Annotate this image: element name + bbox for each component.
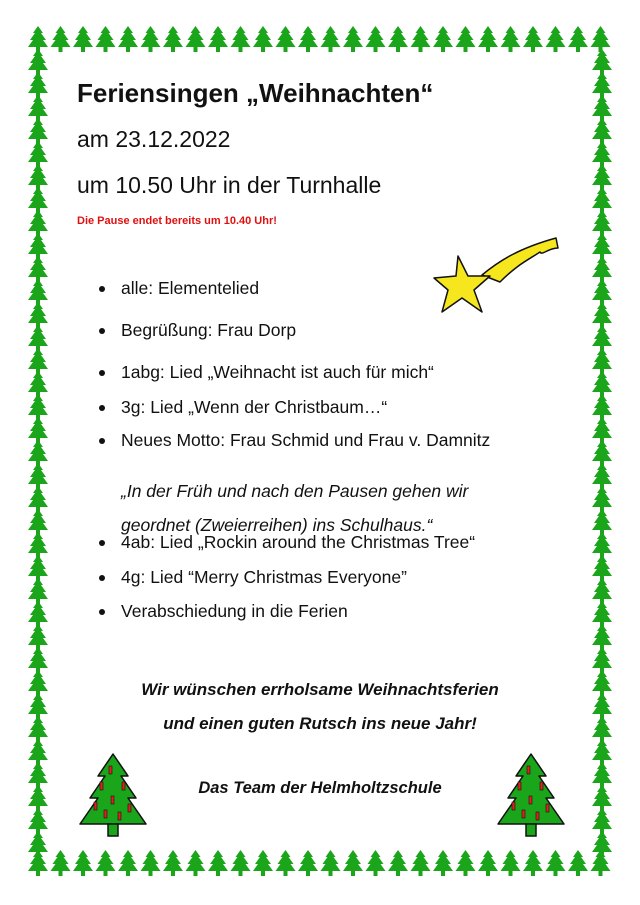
bullet-icon — [99, 438, 105, 444]
fir-tree-icon — [592, 371, 612, 397]
fir-tree-icon — [96, 850, 116, 876]
fir-tree-icon — [478, 850, 498, 876]
fir-tree-icon — [28, 164, 48, 190]
fir-tree-icon — [231, 850, 251, 876]
fir-tree-icon — [276, 850, 296, 876]
fir-tree-icon — [433, 850, 453, 876]
bullet-icon — [99, 328, 105, 334]
fir-tree-icon — [592, 233, 612, 259]
fir-tree-icon — [186, 26, 206, 52]
fir-tree-icon — [28, 348, 48, 374]
fir-tree-icon — [28, 141, 48, 167]
fir-tree-icon — [73, 850, 93, 876]
fir-tree-icon — [592, 808, 612, 834]
fir-tree-icon — [208, 850, 228, 876]
fir-tree-icon — [592, 578, 612, 604]
fir-tree-icon — [592, 532, 612, 558]
fir-tree-icon — [28, 26, 48, 52]
fir-tree-icon — [456, 850, 476, 876]
fir-tree-icon — [298, 26, 318, 52]
fir-tree-icon — [28, 440, 48, 466]
fir-tree-icon — [568, 26, 588, 52]
bullet-icon — [99, 370, 105, 376]
fir-tree-icon — [51, 850, 71, 876]
fir-tree-icon — [28, 739, 48, 765]
fir-tree-icon — [118, 26, 138, 52]
fir-tree-icon — [28, 555, 48, 581]
fir-tree-icon — [298, 850, 318, 876]
fir-tree-icon — [28, 509, 48, 535]
motto-quote-line: „In der Früh und nach den Pausen gehen wir — [121, 480, 469, 501]
christmas-tree-icon — [496, 752, 566, 838]
fir-tree-icon — [592, 256, 612, 282]
fir-tree-icon — [592, 440, 612, 466]
fir-tree-icon — [592, 325, 612, 351]
fir-tree-icon — [366, 26, 386, 52]
fir-tree-icon — [28, 279, 48, 305]
fir-tree-icon — [592, 417, 612, 443]
fir-tree-icon — [163, 26, 183, 52]
fir-tree-icon — [546, 26, 566, 52]
holiday-wish-line: und einen guten Rutsch ins neue Jahr! — [163, 714, 477, 733]
fir-tree-icon — [321, 26, 341, 52]
fir-tree-icon — [456, 26, 476, 52]
fir-tree-icon — [28, 210, 48, 236]
fir-tree-icon — [592, 302, 612, 328]
fir-tree-icon — [28, 601, 48, 627]
fir-tree-icon — [523, 26, 543, 52]
fir-tree-icon — [51, 26, 71, 52]
bullet-icon — [99, 405, 105, 411]
bullet-icon — [99, 609, 105, 615]
fir-tree-icon — [592, 210, 612, 236]
fir-tree-icon — [433, 26, 453, 52]
fir-tree-icon — [28, 647, 48, 673]
fir-tree-icon — [28, 417, 48, 443]
fir-tree-icon — [28, 187, 48, 213]
fir-tree-icon — [343, 850, 363, 876]
fir-tree-icon — [592, 555, 612, 581]
fir-tree-icon — [96, 26, 116, 52]
fir-tree-icon — [163, 850, 183, 876]
christmas-tree-icon — [78, 752, 148, 838]
shooting-star-icon — [430, 230, 562, 330]
event-time-location: um 10.50 Uhr in der Turnhalle — [77, 172, 382, 198]
fir-tree-icon — [501, 850, 521, 876]
fir-tree-icon — [592, 624, 612, 650]
fir-tree-icon — [276, 26, 296, 52]
fir-tree-icon — [478, 26, 498, 52]
page-title: Feriensingen „Weihnachten“ — [77, 78, 434, 108]
fir-tree-icon — [73, 26, 93, 52]
bullet-icon — [99, 286, 105, 292]
fir-tree-icon — [28, 624, 48, 650]
fir-tree-icon — [28, 118, 48, 144]
motto-quote-line: geordnet (Zweierreihen) ins Schulhaus.“ — [121, 514, 433, 535]
fir-tree-icon — [592, 95, 612, 121]
fir-tree-icon — [343, 26, 363, 52]
fir-tree-icon — [141, 26, 161, 52]
fir-tree-icon — [592, 601, 612, 627]
fir-tree-icon — [253, 850, 273, 876]
fir-tree-icon — [592, 394, 612, 420]
fir-tree-icon — [321, 850, 341, 876]
event-date: am 23.12.2022 — [77, 126, 231, 152]
fir-tree-icon — [28, 578, 48, 604]
fir-tree-icon — [592, 647, 612, 673]
fir-tree-icon — [592, 831, 612, 857]
fir-tree-icon — [592, 463, 612, 489]
fir-tree-icon — [28, 233, 48, 259]
fir-tree-icon — [253, 26, 273, 52]
fir-tree-icon — [568, 850, 588, 876]
fir-tree-icon — [186, 850, 206, 876]
fir-tree-icon — [118, 850, 138, 876]
fir-tree-icon — [388, 26, 408, 52]
bullet-icon — [99, 575, 105, 581]
fir-tree-icon — [28, 532, 48, 558]
fir-tree-icon — [28, 394, 48, 420]
fir-tree-icon — [523, 850, 543, 876]
fir-tree-icon — [28, 808, 48, 834]
fir-tree-icon — [501, 26, 521, 52]
fir-tree-icon — [28, 302, 48, 328]
fir-tree-icon — [592, 118, 612, 144]
fir-tree-icon — [546, 850, 566, 876]
fir-tree-icon — [28, 49, 48, 75]
fir-tree-icon — [592, 739, 612, 765]
fir-tree-icon — [411, 850, 431, 876]
fir-tree-icon — [592, 187, 612, 213]
fir-tree-icon — [592, 49, 612, 75]
fir-tree-icon — [591, 26, 611, 52]
fir-tree-icon — [28, 95, 48, 121]
fir-tree-icon — [388, 850, 408, 876]
fir-tree-icon — [28, 256, 48, 282]
fir-tree-icon — [28, 831, 48, 857]
fir-tree-icon — [28, 463, 48, 489]
bullet-icon — [99, 540, 105, 546]
fir-tree-icon — [28, 371, 48, 397]
fir-tree-icon — [411, 26, 431, 52]
holiday-wish-line: Wir wünschen errholsame Weihnachtsferien — [141, 680, 499, 699]
pause-notice: Die Pause endet bereits um 10.40 Uhr! — [77, 215, 277, 227]
fir-tree-icon — [592, 509, 612, 535]
fir-tree-icon — [592, 164, 612, 190]
fir-tree-icon — [28, 72, 48, 98]
fir-tree-icon — [592, 141, 612, 167]
fir-tree-icon — [366, 850, 386, 876]
fir-tree-icon — [208, 26, 228, 52]
fir-tree-icon — [231, 26, 251, 52]
fir-tree-icon — [592, 486, 612, 512]
fir-tree-icon — [141, 850, 161, 876]
school-team-signature: Das Team der Helmholtzschule — [198, 779, 442, 797]
fir-tree-icon — [592, 348, 612, 374]
fir-tree-icon — [592, 72, 612, 98]
fir-tree-icon — [28, 325, 48, 351]
fir-tree-icon — [28, 486, 48, 512]
fir-tree-icon — [592, 279, 612, 305]
